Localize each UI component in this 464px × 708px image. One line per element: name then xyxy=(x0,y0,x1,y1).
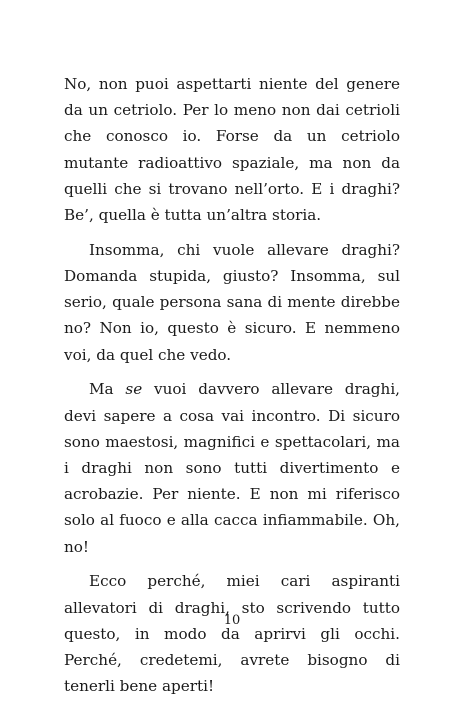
paragraph-3 xyxy=(64,376,400,559)
paragraph-4: Ecco perché, miei cari aspiranti allevatori di draghi, sto scrivendo tutto questo, in modo da aprirvi gli occhi. Perché, credetemi, avrete bisogno di tenerli bene aperti! xyxy=(64,572,400,696)
paragraph-3-lead: Ma xyxy=(89,380,126,399)
paragraph-3-rest: vuoi davvero allevare draghi, devi sapere a cosa vai incontro. Di sicuro sono maestosi, magnifici e spettacolari, ma i draghi non sono tutti divertimento e acrobazie. Per niente. E non mi riferisco solo al fuoco e alla cacca infiammabile. Oh, no! xyxy=(64,380,400,556)
paragraph-3-emphasis: se xyxy=(125,380,143,399)
page-number: 10 xyxy=(223,613,241,628)
paragraph-1: No, non puoi aspettarti niente del genere da un cetriolo. Per lo meno non dai cetrioli che conosco io. Forse da un cetriolo mutante radioattivo spaziale, ma non da quelli che si trovano nell’orto. E i draghi? Be’, quella è tutta un’altra storia. xyxy=(64,75,400,225)
paragraph-2: Insomma, chi vuole allevare draghi? Domanda stupida, giusto? Insomma, sul serio, quale persona sana di mente direbbe no? Non io, questo è sicuro. E nemmeno voi, da quel che vedo. xyxy=(64,240,400,364)
